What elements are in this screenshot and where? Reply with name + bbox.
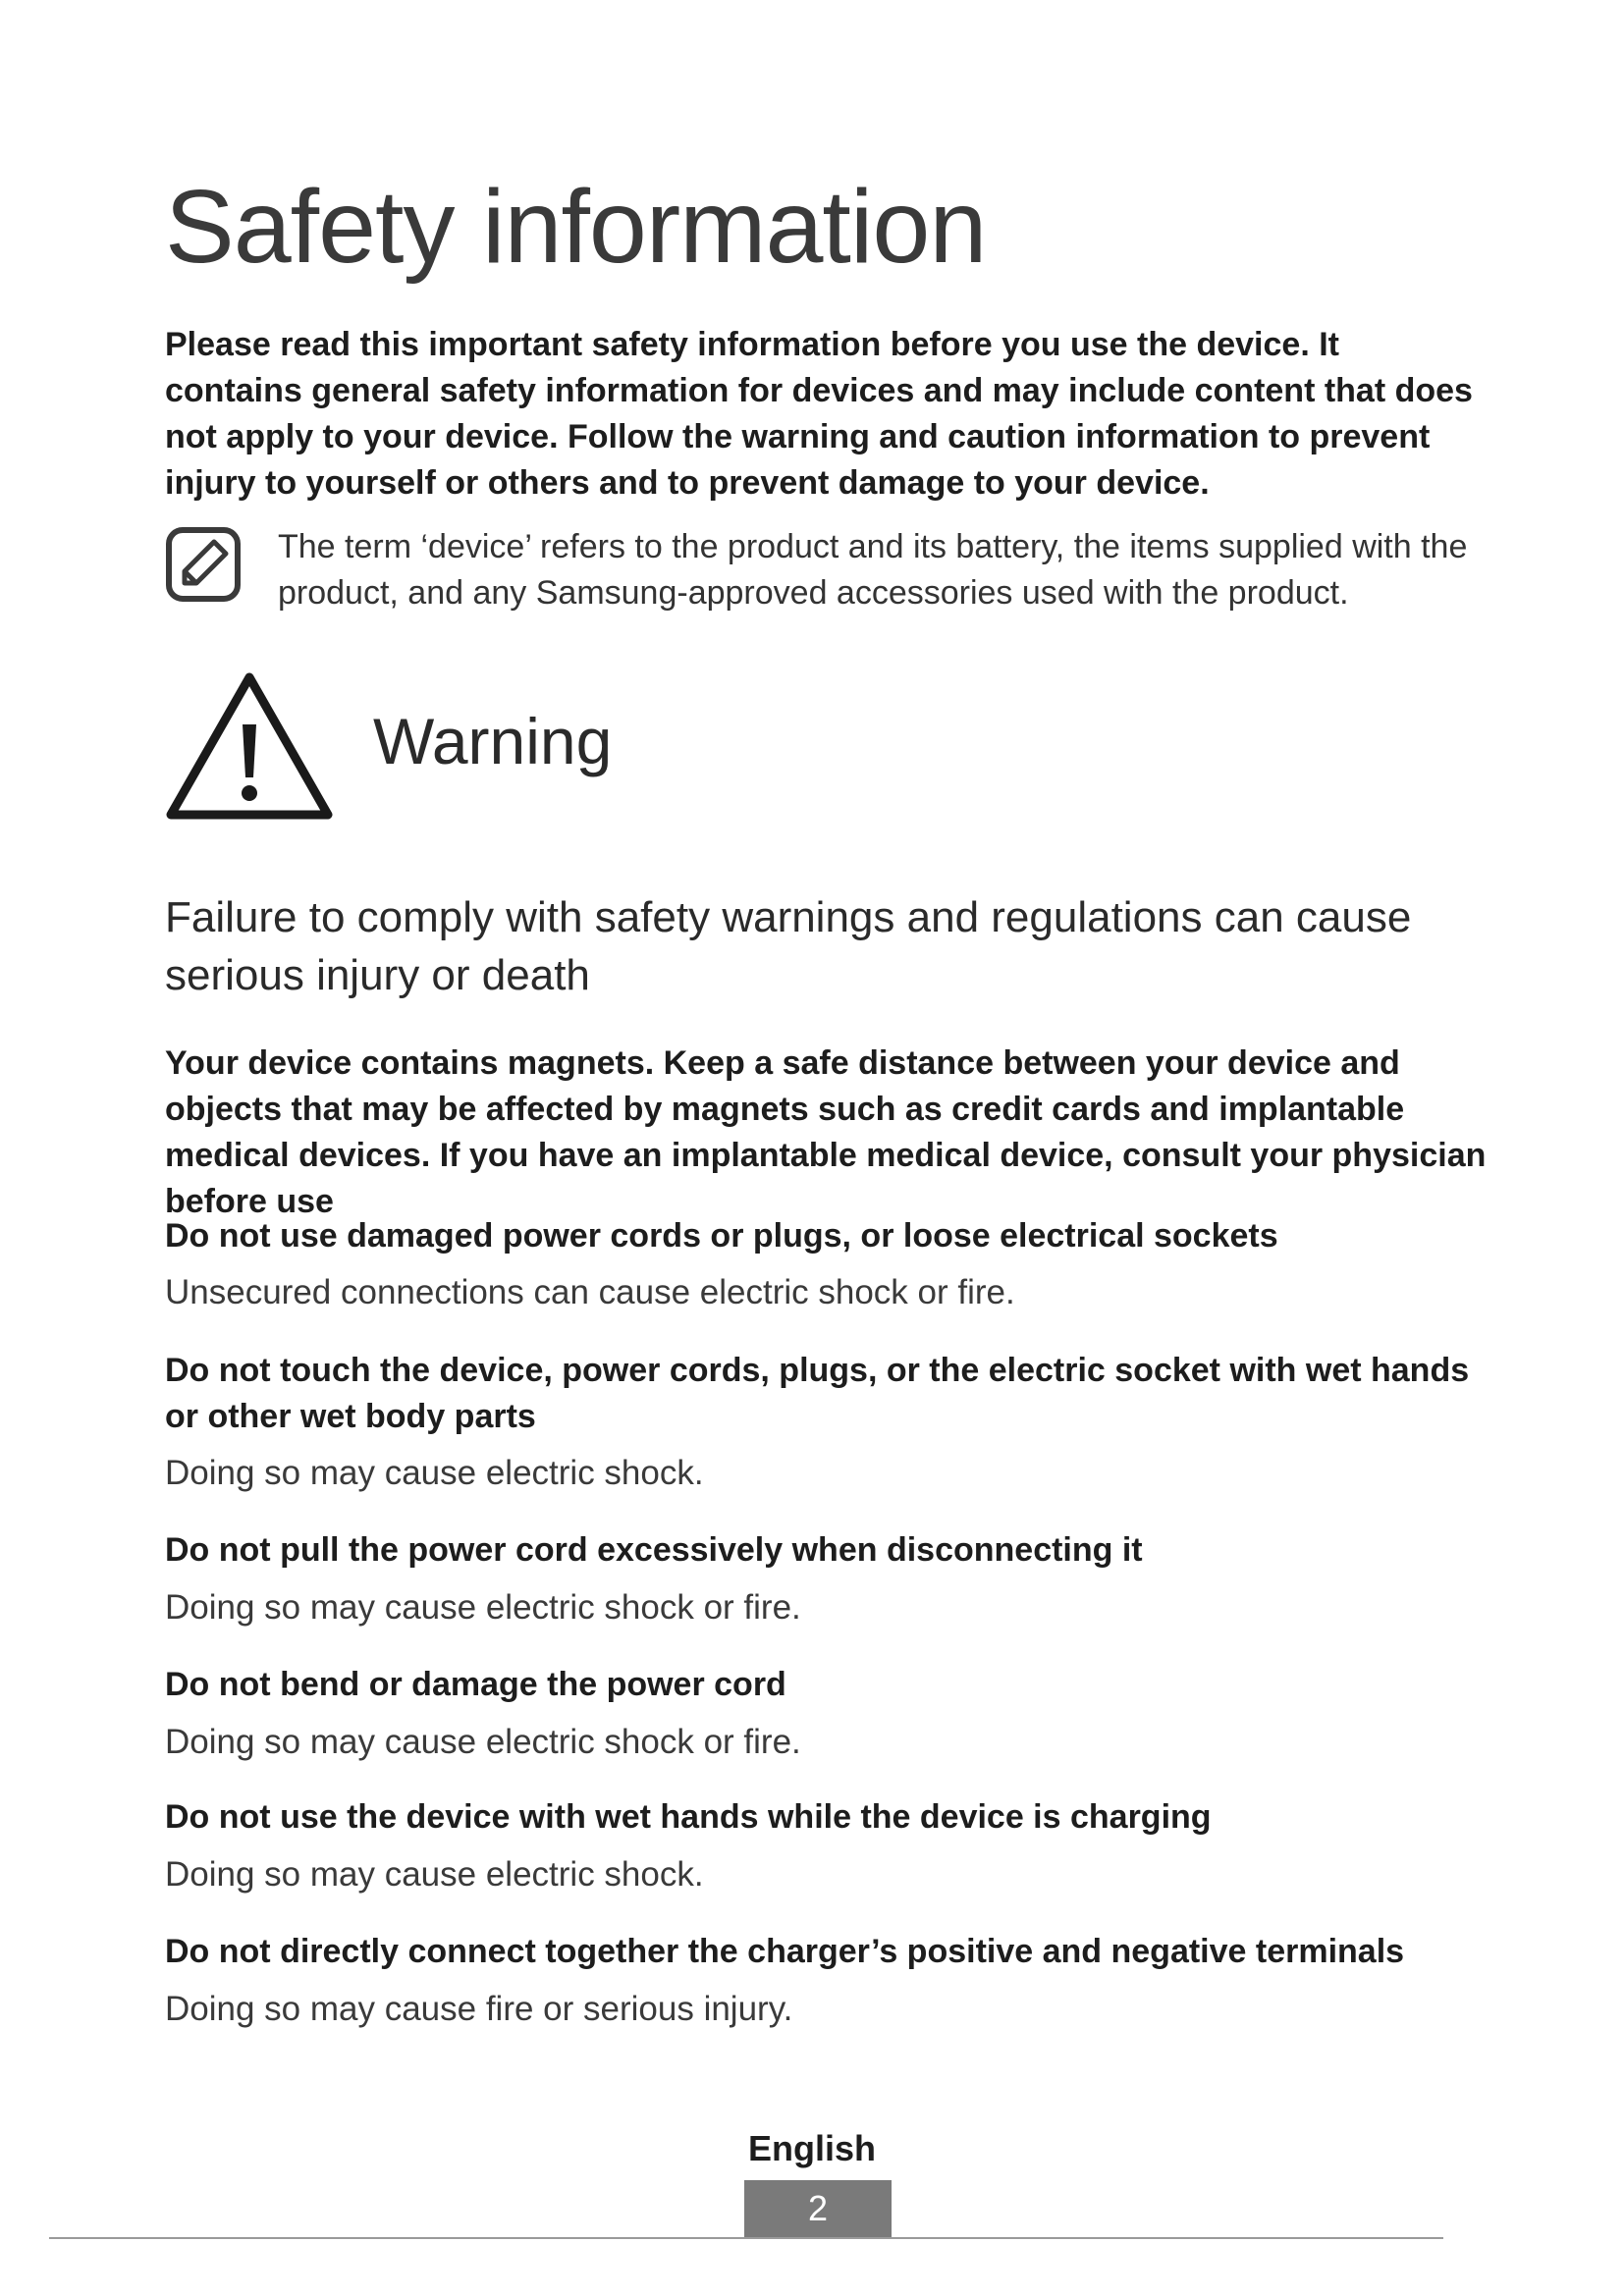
warning-triangle-icon <box>165 669 334 823</box>
item-heading: Do not directly connect together the charger’s positive and negative terminals <box>165 1933 1405 1970</box>
item-body: Doing so may cause electric shock or fire. <box>165 1723 801 1761</box>
warning-title: Warning <box>373 705 613 777</box>
magnet-warning-text: Your device contains magnets. Keep a safe distance between your device and objects that may be affected by magnets such as credit cards and implantable medical devices. If you have an implantable medical device, consult your physician before use <box>165 1044 1487 1220</box>
item-heading: Do not pull the power cord excessively when disconnecting it <box>165 1531 1143 1569</box>
item-heading: Do not use the device with wet hands while the device is charging <box>165 1798 1212 1836</box>
intro-paragraph: Please read this important safety information before you use the device. It contains general safety information for devices and may include content that does not apply to your device. Follow the warning and caution information to prevent injury to yourself or others and to prevent damage to your device. <box>165 326 1473 502</box>
item-body: Doing so may cause electric shock. <box>165 1855 704 1894</box>
footer-divider <box>49 2237 1443 2239</box>
item-body: Doing so may cause fire or serious injury. <box>165 1990 793 2028</box>
page-title: Safety information <box>165 169 987 285</box>
note-text: The term ‘device’ refers to the product and its battery, the items supplied with the product, and any Samsung-approved accessories used with the product. <box>278 528 1468 612</box>
page-number: 2 <box>744 2180 892 2237</box>
item-heading: Do not bend or damage the power cord <box>165 1666 786 1703</box>
footer-language: English <box>747 2128 876 2168</box>
note-icon <box>165 526 242 603</box>
section-heading: Failure to comply with safety warnings and regulations can cause serious injury or death <box>165 893 1412 999</box>
item-body: Unsecured connections can cause electric shock or fire. <box>165 1273 1015 1311</box>
item-heading: Do not touch the device, power cords, plugs, or the electric socket with wet hands or other wet body parts <box>165 1352 1470 1435</box>
item-heading: Do not use damaged power cords or plugs, or loose electrical sockets <box>165 1217 1278 1255</box>
item-body: Doing so may cause electric shock. <box>165 1454 704 1492</box>
item-body: Doing so may cause electric shock or fire. <box>165 1588 801 1627</box>
